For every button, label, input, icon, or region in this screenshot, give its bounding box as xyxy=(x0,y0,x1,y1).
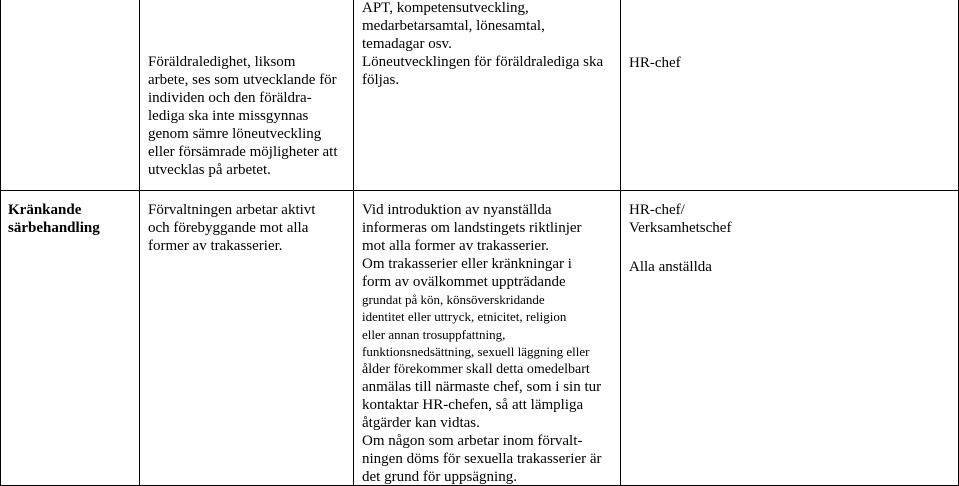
row2-action-line: eller annan trosuppfattning, xyxy=(362,326,506,342)
row2-action-line: åtgärder kan vidtas. xyxy=(362,415,480,432)
row2-action-line: informeras om landstingets riktlinjer xyxy=(362,220,582,236)
row2-responsible-cell xyxy=(629,201,731,237)
row2-action-line: mot alla former av trakasserier. xyxy=(362,238,550,254)
row1-responsible-line: HR-chef xyxy=(629,55,681,71)
row2-action-line: kontaktar HR-chefen, så att lämpliga xyxy=(362,397,584,414)
column-divider-3 xyxy=(620,0,621,486)
row1-goal-line: arbete, ses som utvecklande för xyxy=(148,72,337,88)
row2-goal-line: och förebyggande mot alla xyxy=(148,220,309,236)
column-divider-2 xyxy=(353,0,354,486)
row2-responsible-line: HR-chef/ xyxy=(629,202,685,218)
row2-category-line: Kränkande xyxy=(8,202,82,218)
row1-goal-line: eller försämrade möjligheter att xyxy=(148,144,338,160)
row1-action-line: Löneutvecklingen för föräldralediga ska xyxy=(362,54,604,70)
row1-responsible-cell xyxy=(629,54,681,72)
row2-action-line: Om trakasserier eller kränkningar i xyxy=(362,256,572,272)
row2-responsible-line: Verksamhetschef xyxy=(629,220,732,236)
row2-action-line: anmälas till närmaste chef, som i sin tur xyxy=(362,379,602,396)
row1-goal-line: individen och den föräldra- xyxy=(148,90,312,106)
row1-goal-line: lediga ska inte missgynnas xyxy=(148,108,309,124)
row2-goal-line: former av trakasserier. xyxy=(148,238,283,254)
row2-action-line: form av ovälkommet uppträdande xyxy=(362,274,566,290)
table-border-left xyxy=(0,0,1,486)
row2-action-line: ningen döms för sexuella trakasserier är xyxy=(362,451,602,468)
column-divider-1 xyxy=(139,0,140,486)
row2-goal-cell xyxy=(148,201,315,255)
row1-action-line: följas. xyxy=(362,72,400,88)
row2-action-line: Om någon som arbetar inom förvalt- xyxy=(362,433,583,450)
row2-action-line: funktionsnedsättning, sexuell läggning eller xyxy=(362,344,590,360)
row2-action-cell xyxy=(362,201,602,486)
row1-goal-cell xyxy=(148,53,338,179)
row1-action-line: medarbetarsamtal, lönesamtal, xyxy=(362,18,545,34)
row1-action-line: temadagar osv. xyxy=(362,36,452,52)
row2-action-line: grundat på kön, könsöverskridande xyxy=(362,292,545,307)
row2-responsible-extra xyxy=(629,258,712,276)
row1-goal-line: utvecklas på arbetet. xyxy=(148,162,271,178)
row2-action-line: ålder förekommer skall detta omedelbart xyxy=(362,361,590,377)
row2-action-line: Vid introduktion av nyanställda xyxy=(362,202,552,218)
row-divider xyxy=(0,190,959,191)
row1-goal-line: Föräldraledighet, liksom xyxy=(148,54,296,70)
row1-action-cell xyxy=(362,0,603,89)
row2-action-line: det grund för uppsägning. xyxy=(362,469,517,486)
row2-category-cell xyxy=(8,201,100,237)
row1-goal-line: genom sämre löneutveckling xyxy=(148,126,322,142)
row2-action-line: identitet eller uttryck, etnicitet, religion xyxy=(362,309,567,325)
row1-action-line: APT, kompetensutveckling, xyxy=(362,0,529,16)
row2-category-line: särbehandling xyxy=(8,220,100,236)
row2-goal-line: Förvaltningen arbetar aktivt xyxy=(148,202,316,218)
row2-responsible-extra-line: Alla anställda xyxy=(629,259,712,275)
